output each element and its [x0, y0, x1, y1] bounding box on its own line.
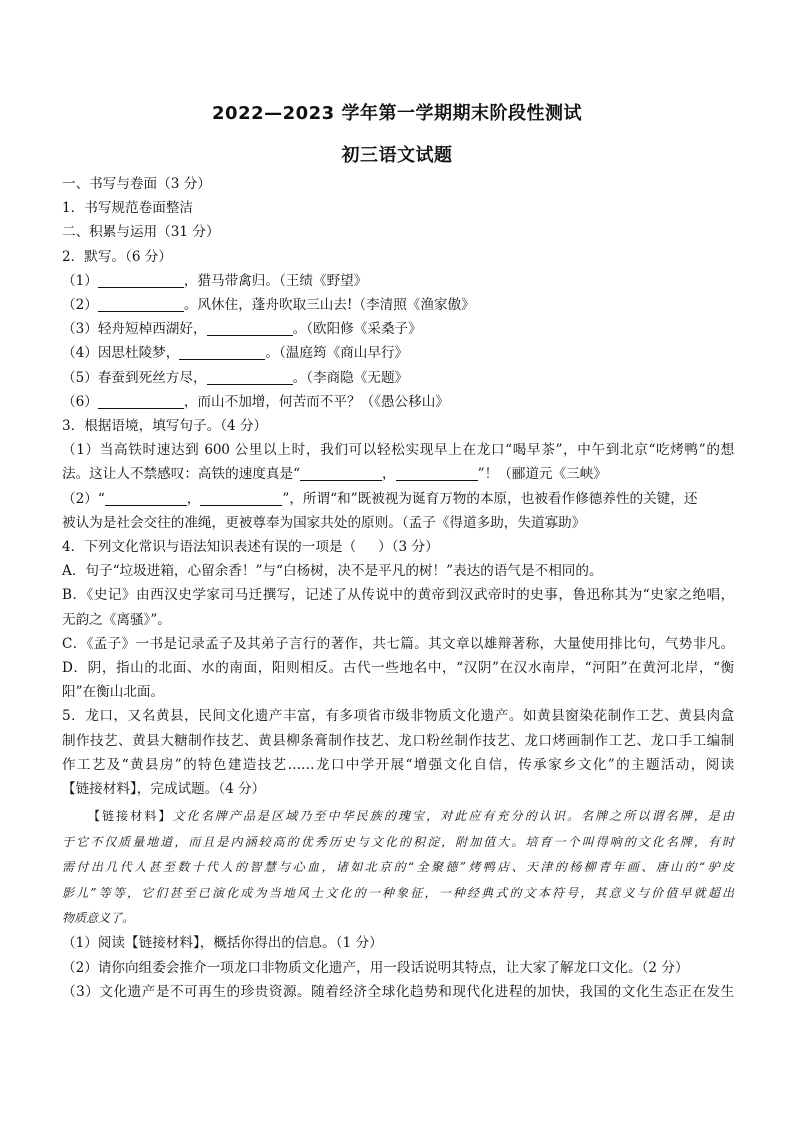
question-5-text: 作工艺及“黄县房”的特色建造技艺……龙口中学开展“增强文化自信，传承家乡文化”的主题活动，阅读	[62, 756, 734, 773]
option-a: A．句子“垃圾进箱，心留余香！”与“白杨树，决不是平凡的树！”表达的语气是不相同的。	[62, 563, 603, 580]
answer-blank[interactable]	[200, 490, 282, 506]
question-3-text: （2）“ ， ”，所谓“和”既被视为诞育万物的本原，也被看作修德养性的关键，还	[62, 490, 698, 507]
question-3-heading: 3．根据语境，填写句子。（4 分）	[62, 418, 268, 435]
dictation-item: （1） ，猎马带禽归。（王绩《野望》	[62, 272, 368, 289]
answer-blank[interactable]	[105, 490, 187, 506]
link-material: 【链接材料】文化名牌产品是区域乃至中华民族的瑰宝，对此应有充分的认识。名牌之所以谓名牌，是由 于它不仅质量地道，而且是内涵较高的优秀历史与文化的积淀，附加值大。培育一个叫得响的文化名牌，有时 需付出几代人甚至数十代人的智慧与心血，诸如北京的“全聚德”烤鸭店、天津的杨柳青年画、唐山的“驴皮 影儿”等等，它们甚至已演化成为当地风土文化的一种象征，一种经典式的文本符号，其意义与价值早就超出 物质意义了。	[62, 809, 734, 925]
option-d: 阳”在衡山北面。	[62, 684, 165, 701]
question-3-text: 被认为是社会交往的准绳，更被尊奉为国家共处的原则。（孟子《得道多助，失道寡助》	[62, 514, 586, 531]
dictation-item: （4）因思杜陵梦， 。（温庭筠《商山早行》	[62, 345, 409, 362]
question-5-sub2: （2）请你向组委会推介一项龙口非物质文化遗产，用一段话说明其特点，让大家了解龙口文化。（2 分）	[62, 959, 689, 976]
answer-blank[interactable]	[207, 320, 293, 336]
option-c: C．《孟子》一书是记录孟子及其弟子言行的著作，共七篇。其文章以雄辩著称，大量使用排比句，气势非凡。	[62, 635, 734, 652]
section-heading: 二、积累与运用（31 分）	[62, 224, 220, 241]
dictation-item: （2） 。风休住，蓬舟吹取三山去!（李清照《渔家傲》	[62, 297, 475, 314]
question-1: 1．书写规范卷面整洁	[62, 200, 193, 217]
dictation-item: （5）春蚕到死丝方尽， 。（李商隐《无题》	[62, 369, 409, 386]
answer-blank[interactable]	[98, 272, 184, 288]
dictation-item: （3）轻舟短棹西湖好， 。（欧阳修《采桑子》	[62, 321, 422, 338]
question-5-sub3: （3）文化遗产是不可再生的珍贵资源。随着经济全球化趋势和现代化进程的加快，我国的文化生态正在发生	[62, 983, 734, 1000]
question-5-text: 制作技艺、黄县大糖制作技艺、黄县柳条膏制作技艺、龙口粉丝制作技艺、龙口烤画制作工艺、龙口手工编制	[62, 732, 734, 749]
answer-blank[interactable]	[207, 369, 293, 385]
material-label: 【链接材料】	[88, 809, 173, 824]
question-3-text: 法。这让人不禁感叹：高铁的速度真是“ ， ”！（郦道元《三峡》	[62, 466, 607, 483]
exam-subtitle: 初三语文试题	[341, 145, 453, 166]
exam-body	[62, 172, 734, 1004]
question-3-text: （1）当高铁时速达到 600 公里以上时，我们可以轻松实现早上在龙口“喝早茶”，中午到北京“吃烤鸭”的想	[62, 442, 734, 459]
answer-blank[interactable]	[396, 465, 478, 481]
dictation-item: （6） ，而山不加增，何苦而不平？（《愚公移山》	[62, 393, 449, 410]
answer-blank[interactable]	[98, 393, 184, 409]
option-b: 无韵之《离骚》”。	[62, 611, 171, 628]
option-d: D．阴，指山的北面、水的南面，阳则相反。古代一些地名中，“汉阴”在汉水南岸，“河阳”在黄河北岸，“衡	[62, 660, 734, 677]
answer-blank[interactable]	[179, 344, 265, 360]
answer-blank[interactable]	[98, 296, 184, 312]
answer-blank[interactable]	[300, 465, 382, 481]
question-5-sub1: （1）阅读【链接材料】，概括你得出的信息。（1 分）	[62, 935, 383, 952]
question-4-heading: 4．下列文化常识与语法知识表述有误的一项是（ ）（3 分）	[62, 539, 439, 556]
question-5-text: 5．龙口，又名黄县，民间文化遗产丰富，有多项省市级非物质文化遗产。如黄县窗染花制作工艺、黄县肉盒	[62, 708, 734, 725]
exam-title: 2022—2023 学年第一学期期末阶段性测试	[212, 103, 582, 124]
question-5-text: 【链接材料】，完成试题。（4 分）	[62, 781, 266, 798]
question-2-heading: 2．默写。（6 分）	[62, 248, 172, 265]
option-b: B．《史记》由西汉史学家司马迁撰写，记述了从传说中的黄帝到汉武帝时的史事，鲁迅称其为“史家之绝唱，	[62, 587, 734, 604]
section-heading: 一、书写与卷面（3 分）	[62, 176, 211, 192]
